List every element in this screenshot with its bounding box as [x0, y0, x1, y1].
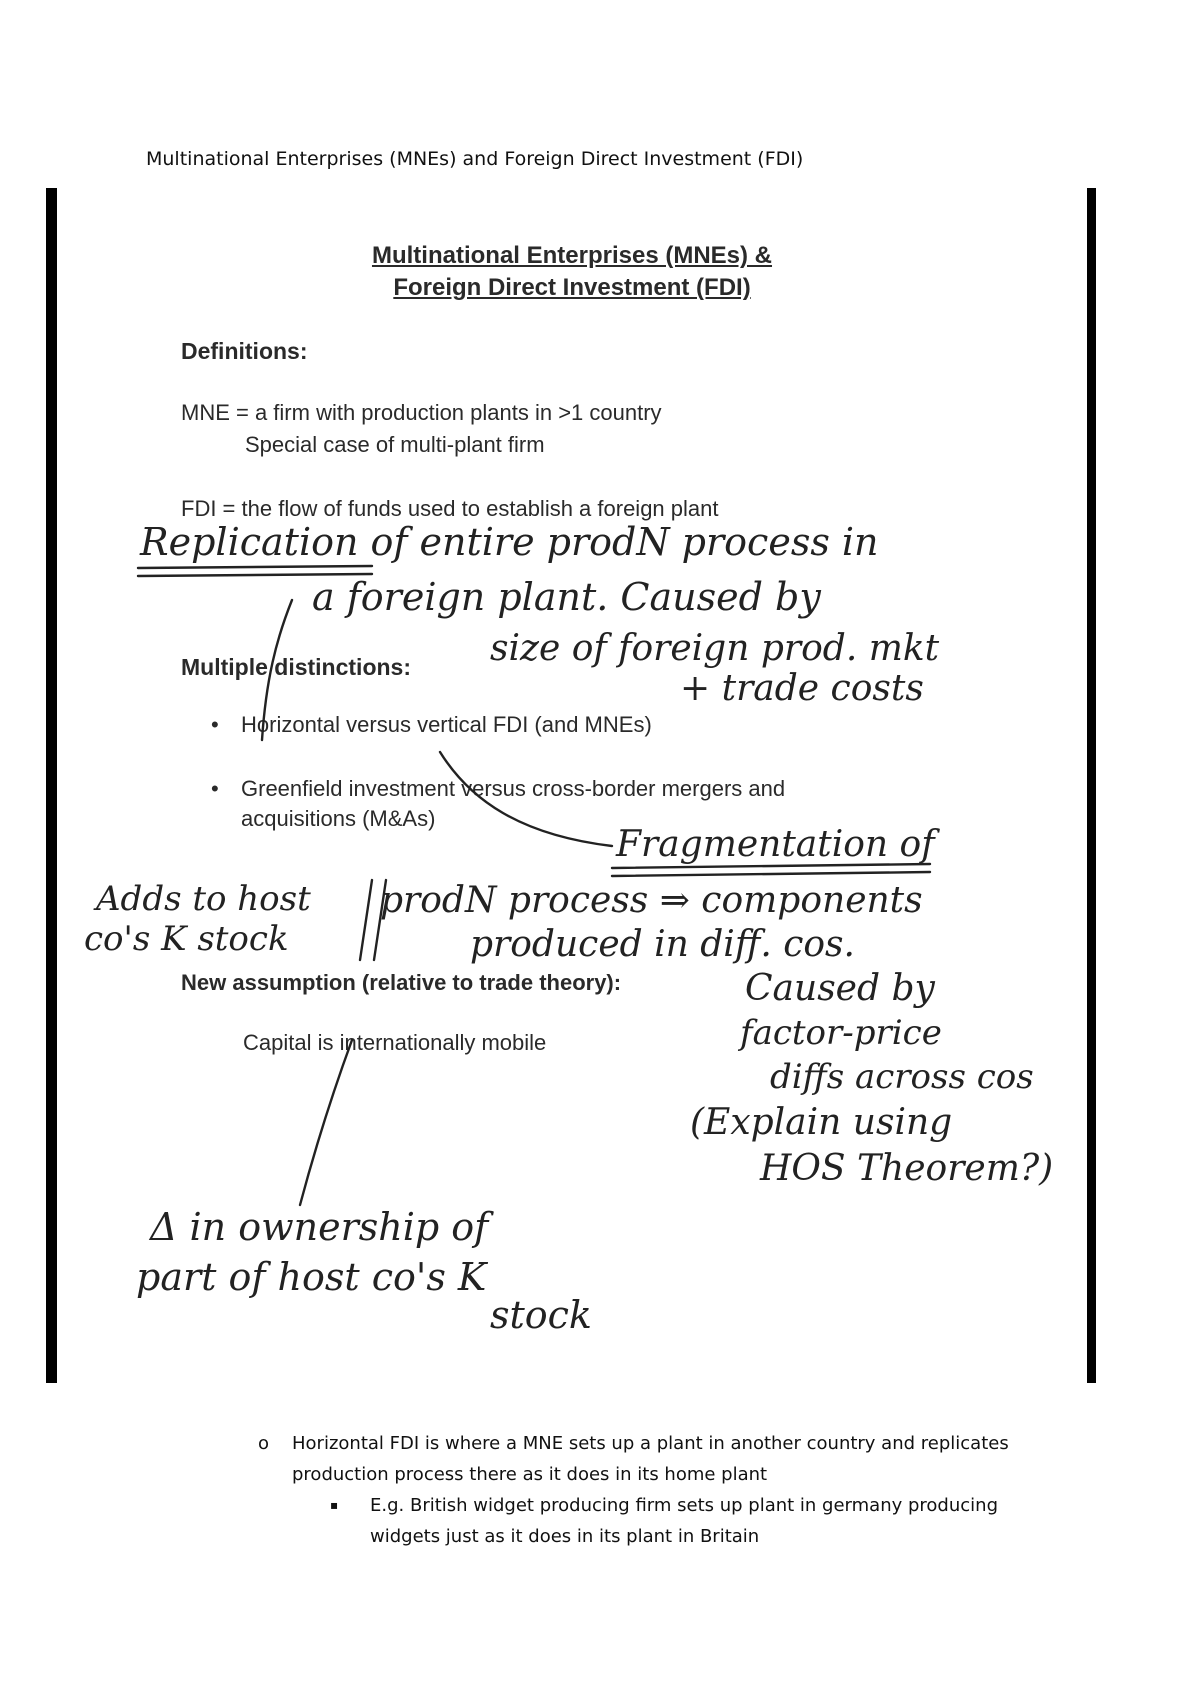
- definitions-heading: Definitions:: [181, 338, 308, 364]
- hw-fragmentation-2: prodN process ⇒ components: [380, 880, 923, 921]
- hw-change-3: stock: [490, 1293, 592, 1337]
- notes-list: [258, 1428, 1058, 1552]
- fdi-definition: FDI = the flow of funds used to establish a foreign plant: [181, 496, 719, 521]
- hw-caused-5: HOS Theorem?): [760, 1148, 1054, 1189]
- hollow-bullet-icon: o: [258, 1433, 270, 1454]
- list-item-horizontal-fdi: [258, 1428, 1058, 1490]
- list-item-example: [330, 1490, 1058, 1552]
- hw-caused-2: factor-price: [740, 1013, 942, 1053]
- hw-adds-2: co's K stock: [84, 919, 289, 959]
- scanned-slide: [46, 188, 1096, 1383]
- hw-caused-4: (Explain using: [690, 1102, 953, 1143]
- distinction-2-line-2: acquisitions (M&As): [241, 806, 436, 831]
- mne-definition-sub: Special case of multi-plant firm: [245, 432, 545, 457]
- document-header: Multinational Enterprises (MNEs) and Foreign Direct Investment (FDI): [146, 148, 804, 170]
- hw-change-2: part of host co's K: [136, 1255, 487, 1299]
- distinction-bullet-2: •: [211, 776, 219, 801]
- example-line-1: E.g. British widget producing firm sets up plant in germany producing: [370, 1495, 998, 1516]
- slide-title-line-1: Multinational Enterprises (MNEs) &: [371, 242, 773, 269]
- hw-change-1: Δ in ownership of: [150, 1205, 489, 1249]
- hw-replication-4: + trade costs: [680, 668, 924, 709]
- distinction-bullet-1: •: [211, 712, 219, 737]
- mne-definition: MNE = a firm with production plants in >1 country: [181, 400, 662, 425]
- hw-adds-1: Adds to host: [96, 879, 311, 919]
- slide-title-line-2: Foreign Direct Investment (FDI): [393, 274, 751, 301]
- horizontal-line-1: Horizontal FDI is where a MNE sets up a plant in another country and replicates: [292, 1433, 1009, 1454]
- hw-replication-2: a foreign plant. Caused by: [312, 575, 821, 619]
- assumption-text: Capital is internationally mobile: [243, 1030, 547, 1055]
- hw-fragmentation-1: Fragmentation of: [616, 824, 935, 865]
- hw-caused-3: diffs across cos: [770, 1057, 1034, 1097]
- horizontal-line-2: production process there as it does in its home plant: [292, 1464, 768, 1485]
- hw-replication-1: Replication of entire prodN process in: [140, 520, 879, 564]
- hw-fragmentation-3: produced in diff. cos.: [470, 924, 855, 965]
- square-bullet-icon: ▪: [330, 1498, 339, 1512]
- distinction-2-line-1: Greenfield investment versus cross-border mergers and: [241, 776, 786, 801]
- distinctions-heading: Multiple distinctions:: [181, 654, 411, 680]
- hw-caused-1: Caused by: [745, 968, 935, 1009]
- distinction-1: Horizontal versus vertical FDI (and MNEs): [241, 712, 652, 737]
- example-line-2: widgets just as it does in its plant in Britain: [370, 1526, 760, 1547]
- assumption-heading: New assumption (relative to trade theory):: [181, 970, 622, 995]
- hw-replication-3: size of foreign prod. mkt: [490, 628, 940, 669]
